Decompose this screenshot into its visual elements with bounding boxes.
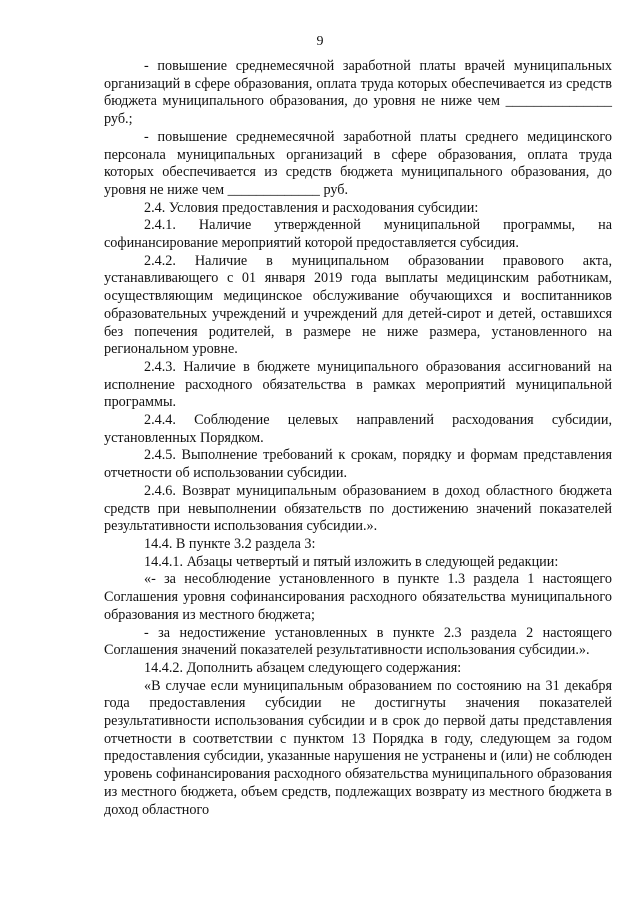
- paragraph: «В случае если муниципальным образованием по состоянию на 31 декабря года предоставления субсидии не достигнуты значения показателей результативности использования субсидии и в срок до первой даты представления отчетности в соответствии с пунктом 13 Порядка в году, следующем за годом предоставления субсидии, указанные нарушения не устранены и (или) не соблюден уровень софинансирования расходного обязательства муниципального образования из местного бюджета, объем средств, подлежащих возврату из местного бюджета в доход областного: [104, 677, 612, 818]
- paragraph: 2.4. Условия предоставления и расходования субсидии:: [144, 199, 479, 216]
- paragraph: 2.4.1. Наличие утвержденной муниципальной программы, на софинансирование мероприятий которой предоставляется субсидия.: [104, 217, 612, 252]
- paragraph: 14.4.1. Абзацы четвертый и пятый изложить в следующей редакции:: [144, 553, 559, 570]
- document-body: [104, 58, 612, 819]
- page-number: 9: [316, 34, 324, 49]
- paragraph: 2.4.2. Наличие в муниципальном образовании правового акта, устанавливающего с 01 января 2019 года выплаты медицинским работникам, осуществляющим медицинское обслуживание обучающихся и воспитанников образовательных учреждений и учреждений для детей-сирот и детей, оставшихся без попечения родителей, в размере не ниже размера, установленного на региональном уровне.: [104, 252, 612, 358]
- paragraph: 2.4.6. Возврат муниципальным образованием в доход областного бюджета средств при невыполнении обязательств по достижению значений показателей результативности использования субсидии.».: [104, 482, 612, 535]
- paragraph: 14.4.2. Дополнить абзацем следующего содержания:: [144, 659, 462, 676]
- paragraph: 2.4.5. Выполнение требований к срокам, порядку и формам представления отчетности об использовании субсидии.: [104, 447, 612, 482]
- paragraph: - за недостижение установленных в пункте 2.3 раздела 2 настоящего Соглашения значений показателей результативности использования субсидии.».: [104, 624, 612, 659]
- paragraph: - повышение среднемесячной заработной платы среднего медицинского персонала муниципальных организаций в сфере образования, оплата труда которых обеспечивается из средств бюджета муниципального образования, до уровня не ниже чем _____________ руб.: [104, 128, 612, 198]
- paragraph: «- за несоблюдение установленного в пункте 1.3 раздела 1 настоящего Соглашения уровня софинансирования расходного обязательства муниципального образования из местного бюджета;: [104, 571, 612, 623]
- paragraph: 2.4.3. Наличие в бюджете муниципального образования ассигнований на исполнение расходного обязательства в рамках мероприятий муниципальной программы.: [104, 358, 612, 411]
- paragraph: 14.4. В пункте 3.2 раздела 3:: [144, 535, 316, 552]
- paragraph: 2.4.4. Соблюдение целевых направлений расходования субсидии, установленных Порядком.: [104, 412, 612, 446]
- paragraph: - повышение среднемесячной заработной платы врачей муниципальных организаций в сфере образования, оплата труда которых обеспечивается из средств бюджета муниципального образования, до уровня не ниже чем _______________ руб.;: [104, 58, 612, 128]
